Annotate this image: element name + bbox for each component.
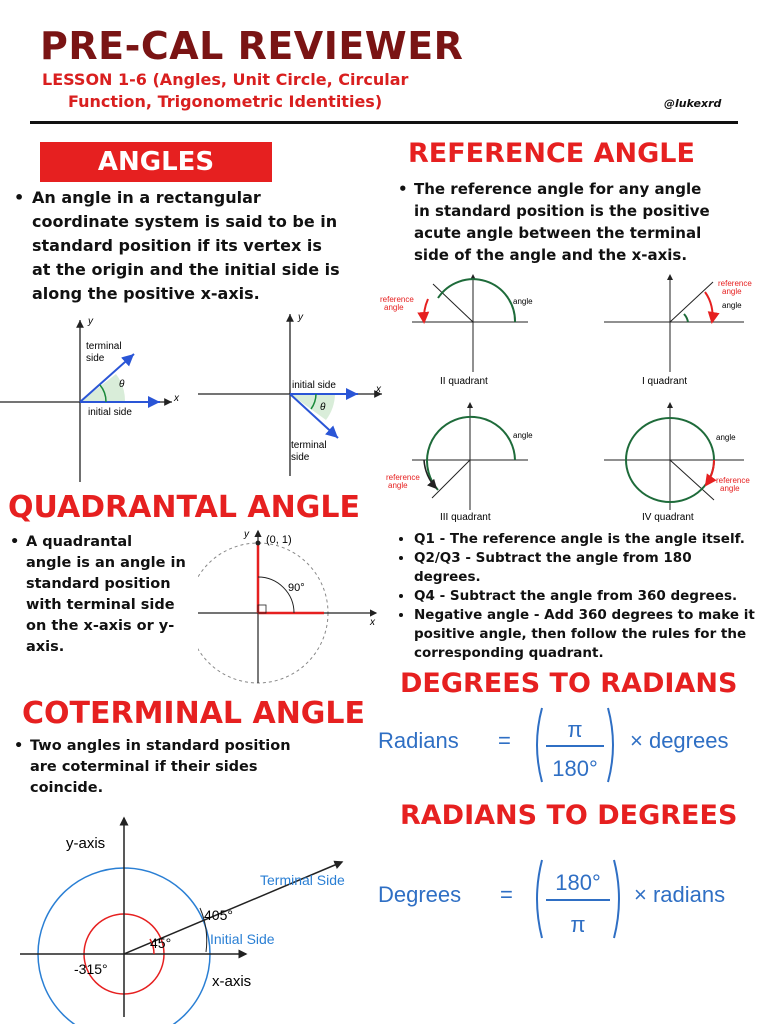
coterminal-definition [14, 736, 370, 799]
reference-label: angle [722, 287, 742, 296]
equals-sign: = [498, 728, 511, 753]
text-line: side of the angle and the x-axis. [414, 246, 688, 264]
text-line: in standard position is the positive [414, 202, 710, 220]
quadrantal-definition [10, 532, 206, 658]
list-item: • Q4 - Subtract the angle from 360 degrees. [414, 587, 760, 606]
quadrant-3-figure [386, 403, 533, 523]
theta-label: θ [320, 402, 326, 413]
quadrant-4-figure [604, 403, 750, 523]
point-label: (0, 1) [266, 534, 292, 546]
y-axis-label: y [88, 316, 93, 327]
quadrant-1-figure [604, 275, 752, 387]
reference-label: angle [720, 484, 740, 493]
reference-definition [398, 178, 754, 266]
text-line: are coterminal if their sides [30, 759, 258, 775]
angle-label: angle [722, 301, 742, 310]
bullet-icon: • [14, 738, 24, 754]
angle-label: angle [513, 297, 533, 306]
text-line: A quadrantal [26, 534, 133, 550]
text-line: axis. [26, 639, 65, 655]
y-axis-label: y-axis [66, 835, 106, 852]
angle-label: angle [716, 433, 736, 442]
radians-lhs: Radians [378, 728, 459, 753]
reference-label: reference [386, 473, 420, 482]
reference-label: reference [380, 295, 414, 304]
numerator: 180° [555, 870, 601, 895]
angle-label: angle [513, 431, 533, 440]
quadrant-label: IV quadrant [642, 512, 694, 523]
initial-side-label: initial side [292, 380, 336, 391]
coterminal-angle-figure [0, 812, 380, 1024]
reference-label: reference [716, 476, 750, 485]
bullet-icon: • [10, 534, 20, 550]
radians-to-degrees-heading: RADIANS TO DEGREES [400, 800, 738, 831]
theta-label: θ [119, 379, 125, 390]
x-axis-label: x [174, 393, 179, 404]
standard-position-figure-2 [198, 306, 388, 478]
y-axis-label: y [298, 312, 303, 323]
degrees-rhs: × radians [634, 882, 726, 907]
x-axis-label: x [376, 384, 381, 395]
coterminal-angle-heading: COTERMINAL ANGLE [22, 696, 366, 731]
standard-position-figure-1 [0, 312, 192, 484]
text-line: acute angle between the terminal [414, 224, 702, 242]
quadrant-label: I quadrant [642, 376, 688, 387]
radians-to-degrees-fraction [530, 856, 626, 942]
quadrantal-angle-figure [198, 525, 384, 685]
text-line: An angle in a rectangular [32, 188, 261, 207]
denominator: π [570, 912, 586, 937]
text-line: coordinate system is said to be in [32, 212, 338, 231]
page-title: PRE-CAL REVIEWER [40, 24, 464, 68]
text-line: coincide. [30, 780, 104, 796]
quadrant-label: III quadrant [440, 512, 491, 523]
text-line: with terminal side [26, 597, 175, 613]
terminal-side-label: side [86, 353, 105, 364]
degrees-lhs: Degrees [378, 882, 462, 907]
initial-side-label: Initial Side [210, 931, 275, 947]
subtitle-line-2: Function, Trigonometric Identities) [68, 92, 383, 111]
text-line: on the x-axis or y- [26, 618, 175, 634]
terminal-side-label: terminal [291, 440, 327, 451]
degrees-to-radians-fraction [530, 704, 620, 786]
numerator: π [567, 717, 583, 742]
list-item: • Q2/Q3 - Subtract the angle from 180 degrees. [414, 549, 760, 587]
angle-45-label: 45° [150, 935, 172, 951]
author-handle: @lukexrd [664, 97, 722, 110]
reference-angle-heading: REFERENCE ANGLE [408, 138, 695, 169]
terminal-side-label: Terminal Side [260, 872, 345, 888]
terminal-side-label: terminal [86, 341, 122, 352]
angle-negative-315-label: -315° [74, 961, 108, 977]
bullet-icon: • [14, 188, 25, 207]
quadrantal-angle-heading: QUADRANTAL ANGLE [8, 490, 360, 525]
denominator: 180° [552, 756, 598, 781]
list-item: • Q1 - The reference angle is the angle itself. [414, 530, 760, 549]
text-line: The reference angle for any angle [414, 180, 702, 198]
quadrant-2-figure [380, 275, 533, 387]
x-axis-label: x [370, 617, 375, 628]
terminal-side-label: side [291, 452, 310, 463]
reference-label: reference [718, 279, 752, 288]
angle-label: 90° [288, 582, 305, 594]
quadrant-label: II quadrant [440, 376, 488, 387]
reference-angle-figures [378, 270, 760, 526]
reference-label: angle [384, 303, 404, 312]
angle-405-label: 405° [204, 907, 233, 923]
radians-rhs: × degrees [630, 728, 729, 753]
angles-heading: ANGLES [40, 142, 272, 182]
degrees-to-radians-heading: DEGREES TO RADIANS [400, 668, 738, 699]
text-line: Two angles in standard position [30, 738, 291, 754]
header-divider [30, 121, 738, 124]
subtitle-line-1: LESSON 1-6 (Angles, Unit Circle, Circular [42, 70, 409, 89]
bullet-icon: • [398, 180, 408, 198]
text-line: at the origin and the initial side is [32, 260, 340, 279]
angles-definition [14, 186, 382, 306]
text-line: standard position if its vertex is [32, 236, 322, 255]
initial-side-label: initial side [88, 407, 132, 418]
reference-rules-list [398, 530, 760, 663]
text-line: along the positive x-axis. [32, 284, 260, 303]
list-item: • Negative angle - Add 360 degrees to make it positive angle, then follow the rules for the corresponding quadrant. [414, 606, 760, 663]
y-axis-label: y [244, 529, 249, 540]
reference-label: angle [388, 481, 408, 490]
x-axis-label: x-axis [212, 973, 252, 990]
text-line: angle is an angle in [26, 555, 186, 571]
equals-sign: = [500, 882, 513, 907]
text-line: standard position [26, 576, 171, 592]
